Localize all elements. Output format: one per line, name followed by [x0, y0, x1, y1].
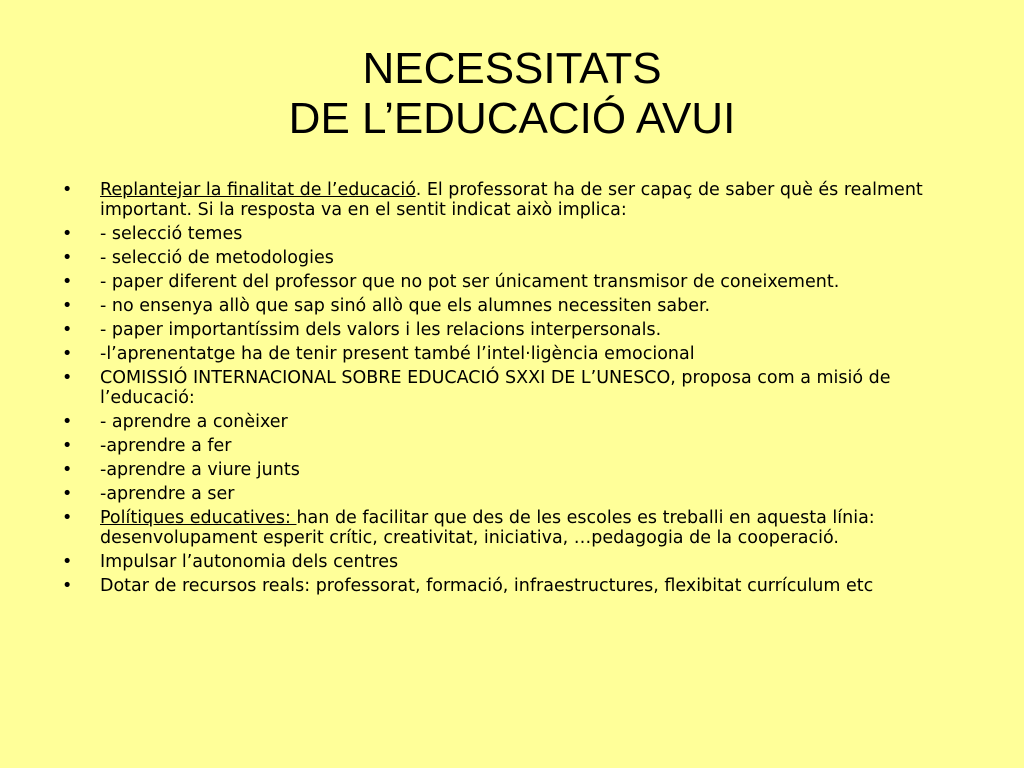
bullet-icon: •: [62, 224, 73, 244]
bullet-icon: •: [62, 368, 73, 388]
bullet-icon: •: [62, 576, 73, 596]
bullet-icon: •: [62, 320, 73, 340]
slide-title: [0, 44, 1024, 144]
item-text: COMISSIÓ INTERNACIONAL SOBRE EDUCACIÓ SXXI DE L’UNESCO, proposa com a misió de l’educació:: [100, 368, 891, 408]
list-item: [60, 460, 960, 480]
bullet-icon: •: [62, 180, 73, 200]
item-text: - no ensenya allò que sap sinó allò que els alumnes necessiten saber.: [100, 296, 711, 316]
bullet-icon: •: [62, 296, 73, 316]
list-item: [60, 320, 960, 340]
list-item: [60, 272, 960, 292]
item-text: han de facilitar que des de les escoles es treballi en aquesta línia: desenvolupament esperit crític, creativitat, iniciativa, …pedagogia de la cooperació.: [100, 508, 875, 548]
item-text: -aprendre a ser: [100, 484, 235, 504]
list-item: [60, 508, 960, 548]
list-item: [60, 180, 960, 220]
list-item: [60, 368, 960, 408]
bullet-icon: •: [62, 484, 73, 504]
item-underlined-text: Polítiques educatives:: [100, 508, 297, 528]
item-text: - selecció de metodologies: [100, 248, 334, 268]
item-text: Dotar de recursos reals: professorat, formació, infraestructures, flexibitat currículum etc: [100, 576, 874, 596]
item-text: . El professorat ha de ser capaç de saber què és realment important. Si la resposta va en el sentit indicat això implica:: [100, 180, 923, 220]
item-text: - paper importantíssim dels valors i les relacions interpersonals.: [100, 320, 662, 340]
item-underlined-text: Replantejar la finalitat de l’educació: [100, 180, 416, 200]
bullet-icon: •: [62, 460, 73, 480]
bullet-icon: •: [62, 344, 73, 364]
list-item: [60, 576, 960, 596]
list-item: [60, 248, 960, 268]
bullet-icon: •: [62, 436, 73, 456]
bullet-icon: •: [62, 552, 73, 572]
item-text: -aprendre a viure junts: [100, 460, 300, 480]
list-item: [60, 552, 960, 572]
bullet-icon: •: [62, 272, 73, 292]
bullet-icon: •: [62, 248, 73, 268]
list-item: [60, 224, 960, 244]
list-item: [60, 484, 960, 504]
bullet-icon: •: [62, 412, 73, 432]
list-item: [60, 436, 960, 456]
bullet-icon: •: [62, 508, 73, 528]
bullet-list: [60, 180, 960, 600]
title-line-2: DE L’EDUCACIÓ AVUI: [288, 94, 736, 143]
item-text: - paper diferent del professor que no pot ser únicament transmisor de coneixement.: [100, 272, 840, 292]
item-text: -aprendre a fer: [100, 436, 232, 456]
item-text: - aprendre a conèixer: [100, 412, 288, 432]
title-line-1: NECESSITATS: [362, 44, 662, 93]
list-item: [60, 344, 960, 364]
list-item: [60, 296, 960, 316]
item-text: - selecció temes: [100, 224, 243, 244]
list-item: [60, 412, 960, 432]
item-text: -l’aprenentatge ha de tenir present també l’intel·ligència emocional: [100, 344, 695, 364]
item-text: Impulsar l’autonomia dels centres: [100, 552, 399, 572]
